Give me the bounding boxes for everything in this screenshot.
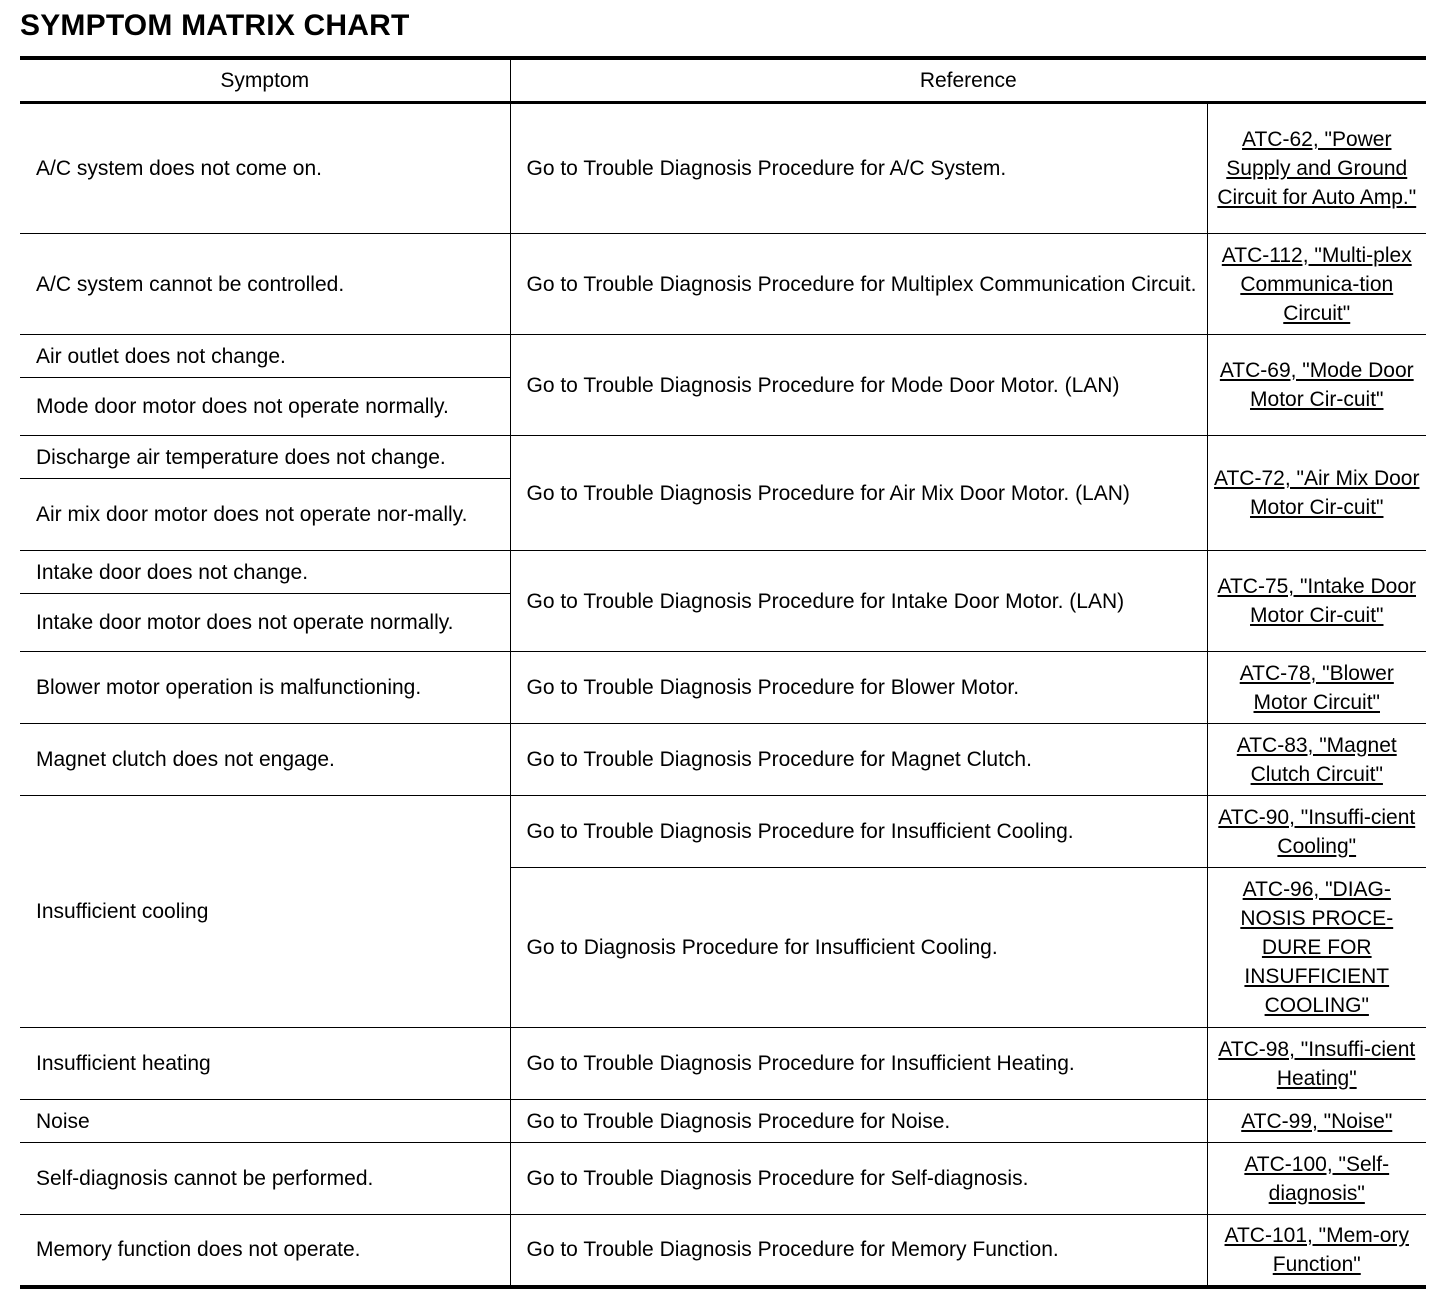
reference-cell: Go to Trouble Diagnosis Procedure for Multiplex Communication Circuit.: [510, 234, 1207, 335]
reference-column-header: Reference: [510, 58, 1426, 103]
symptom-cell: Intake door motor does not operate normally.: [20, 594, 510, 652]
reference-link[interactable]: ATC-98, "Insuffi-cient Heating": [1218, 1037, 1416, 1090]
reference-link[interactable]: ATC-75, "Intake Door Motor Cir-cuit": [1217, 575, 1416, 627]
reference-link-cell[interactable]: [1207, 436, 1426, 551]
table-row: [20, 1028, 1426, 1100]
reference-cell: Go to Trouble Diagnosis Procedure for Blower Motor.: [510, 652, 1207, 724]
table-row: [20, 1215, 1426, 1287]
reference-link[interactable]: ATC-101, "Mem-ory Function": [1224, 1223, 1409, 1276]
symptom-cell: Mode door motor does not operate normally.: [20, 378, 510, 436]
reference-link[interactable]: ATC-96, "DIAG-NOSIS PROCE-DURE FOR INSUFFICIENT COOLING": [1240, 878, 1394, 1017]
table-header-row: [20, 58, 1426, 103]
reference-link-cell[interactable]: [1207, 868, 1426, 1028]
reference-link-cell[interactable]: [1207, 724, 1426, 796]
reference-cell: Go to Trouble Diagnosis Procedure for Mode Door Motor. (LAN): [510, 335, 1207, 436]
reference-link[interactable]: ATC-112, "Multi-plex Communica-tion Circuit": [1221, 243, 1412, 325]
symptom-cell: Self-diagnosis cannot be performed.: [20, 1143, 510, 1215]
reference-link[interactable]: ATC-99, "Noise": [1241, 1109, 1393, 1133]
symptom-cell: Air outlet does not change.: [20, 335, 510, 378]
symptom-cell: Memory function does not operate.: [20, 1215, 510, 1287]
reference-link[interactable]: ATC-62, "Power Supply and Ground Circuit for Auto Amp.": [1217, 128, 1417, 209]
reference-link-cell[interactable]: [1207, 1215, 1426, 1287]
symptom-cell: A/C system does not come on.: [20, 103, 510, 234]
table-row: [20, 1143, 1426, 1215]
reference-cell: Go to Trouble Diagnosis Procedure for Magnet Clutch.: [510, 724, 1207, 796]
reference-link-cell[interactable]: [1207, 1143, 1426, 1215]
symptom-cell: A/C system cannot be controlled.: [20, 234, 510, 335]
reference-cell: Go to Trouble Diagnosis Procedure for Self-diagnosis.: [510, 1143, 1207, 1215]
symptom-matrix-table: [20, 56, 1426, 1289]
symptom-cell: Air mix door motor does not operate nor-mally.: [20, 479, 510, 551]
reference-link-cell[interactable]: [1207, 796, 1426, 868]
reference-link-cell[interactable]: [1207, 551, 1426, 652]
reference-link[interactable]: ATC-100, "Self-diagnosis": [1244, 1152, 1390, 1205]
page-title: SYMPTOM MATRIX CHART: [20, 9, 410, 42]
symptom-cell: Magnet clutch does not engage.: [20, 724, 510, 796]
reference-link[interactable]: ATC-72, "Air Mix Door Motor Cir-cuit": [1214, 467, 1420, 519]
reference-link-cell[interactable]: [1207, 335, 1426, 436]
reference-cell: Go to Trouble Diagnosis Procedure for Insufficient Cooling.: [510, 796, 1207, 868]
reference-cell: Go to Trouble Diagnosis Procedure for Noise.: [510, 1100, 1207, 1143]
table-row: [20, 1100, 1426, 1143]
reference-link-cell[interactable]: [1207, 103, 1426, 234]
symptom-cell: Discharge air temperature does not change.: [20, 436, 510, 479]
reference-cell: Go to Trouble Diagnosis Procedure for Insufficient Heating.: [510, 1028, 1207, 1100]
table-row: [20, 724, 1426, 796]
reference-cell: Go to Trouble Diagnosis Procedure for Air Mix Door Motor. (LAN): [510, 436, 1207, 551]
table-row: [20, 796, 1426, 868]
symptom-cell: Insufficient cooling: [20, 796, 510, 1028]
reference-link[interactable]: ATC-90, "Insuffi-cient Cooling": [1218, 805, 1416, 858]
reference-link[interactable]: ATC-69, "Mode Door Motor Cir-cuit": [1219, 359, 1414, 411]
reference-link[interactable]: ATC-83, "Magnet Clutch Circuit": [1236, 733, 1397, 786]
symptom-cell: Insufficient heating: [20, 1028, 510, 1100]
reference-cell: Go to Trouble Diagnosis Procedure for A/C System.: [510, 103, 1207, 234]
reference-link-cell[interactable]: [1207, 652, 1426, 724]
symptom-cell: Intake door does not change.: [20, 551, 510, 594]
symptom-cell: Noise: [20, 1100, 510, 1143]
symptom-cell: Blower motor operation is malfunctioning.: [20, 652, 510, 724]
reference-link-cell[interactable]: [1207, 1100, 1426, 1143]
reference-cell: Go to Trouble Diagnosis Procedure for Intake Door Motor. (LAN): [510, 551, 1207, 652]
reference-cell: Go to Diagnosis Procedure for Insufficient Cooling.: [510, 868, 1207, 1028]
table-row: [20, 436, 1426, 479]
reference-link-cell[interactable]: [1207, 234, 1426, 335]
table-row: [20, 234, 1426, 335]
table-row: [20, 103, 1426, 234]
table-row: [20, 335, 1426, 378]
reference-link-cell[interactable]: [1207, 1028, 1426, 1100]
symptom-column-header: Symptom: [20, 58, 510, 103]
reference-cell: Go to Trouble Diagnosis Procedure for Memory Function.: [510, 1215, 1207, 1287]
reference-link[interactable]: ATC-78, "Blower Motor Circuit": [1239, 661, 1394, 714]
table-row: [20, 551, 1426, 594]
table-row: [20, 652, 1426, 724]
